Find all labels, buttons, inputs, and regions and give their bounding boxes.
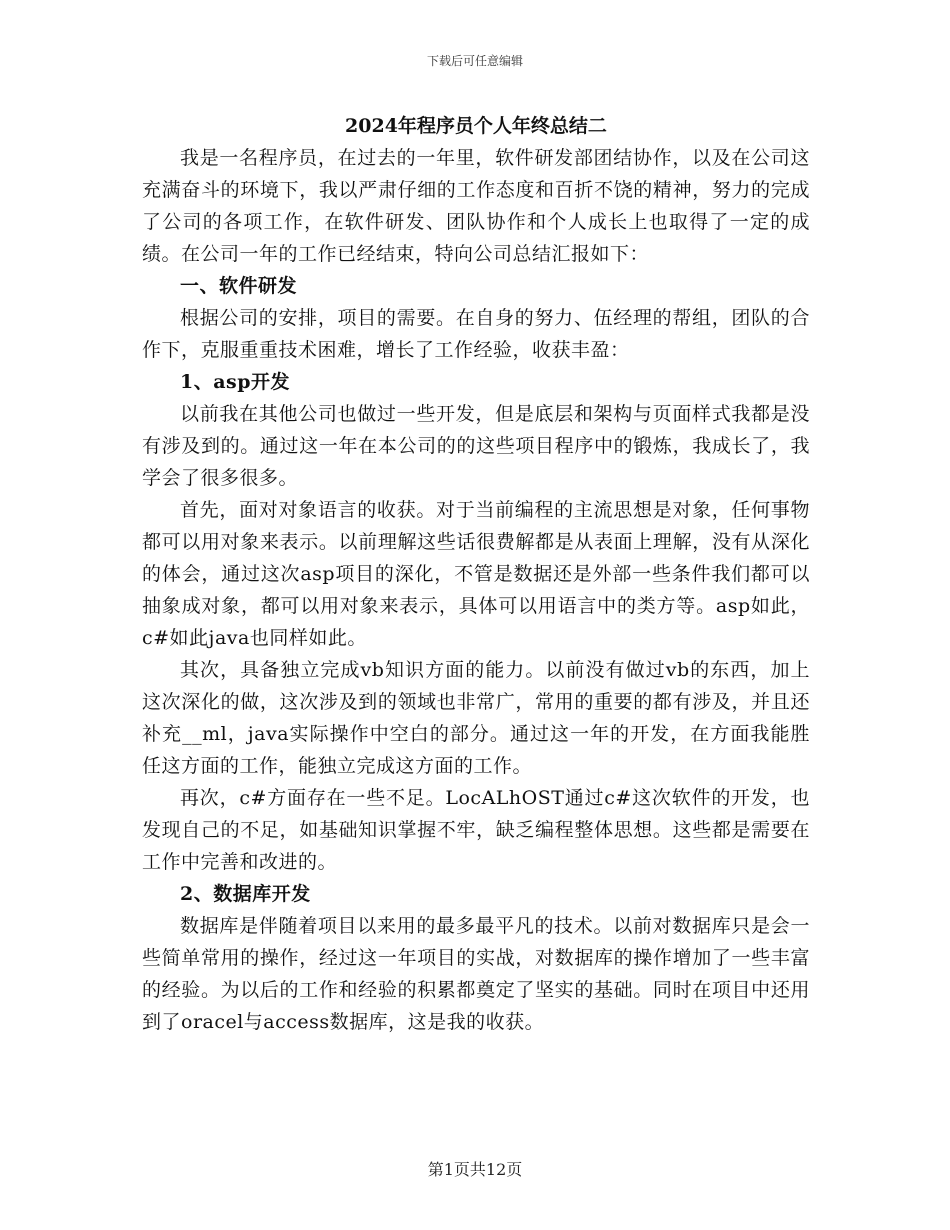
paragraph-second: 其次，具备独立完成vb知识方面的能力。以前没有做过vb的东西，加上这次深化的做，这次涉及到的领域也非常广，常用的重要的都有涉及，并且还补充__ml，java实际操作中空白的部分。通过这一年的开发，在方面我能胜任这方面的工作，能独立完成这方面的工作。 xyxy=(142,659,810,777)
paragraph-first: 首先，面对对象语言的收获。对于当前编程的主流思想是对象，任何事物都可以用对象来表示。以前理解这些话很费解都是从表面上理解，没有从深化的体会，通过这次asp项目的深化，不管是数据还是外部一些条件我们都可以抽象成对象，都可以用对象来表示，具体可以用语言中的类方等。asp如此，c#如此java也同样如此。 xyxy=(142,499,810,649)
paragraph-database: 数据库是伴随着项目以来用的最多最平凡的技术。以前对数据库只是会一些简单常用的操作，经过这一年项目的实战，对数据库的操作增加了一些丰富的经验。为以后的工作和经验的积累都奠定了坚实的基础。同时在项目中还用到了oracel与access数据库，这是我的收获。 xyxy=(142,915,810,1033)
paragraph-asp: 以前我在其他公司也做过一些开发，但是底层和架构与页面样式我都是没有涉及到的。通过这一年在本公司的的这些项目程序中的锻炼，我成长了，我学会了很多很多。 xyxy=(142,403,810,489)
document-body xyxy=(142,110,810,1038)
paragraph-software: 根据公司的安排，项目的需要。在自身的努力、伍经理的帮组，团队的合作下，克服重重技术困难，增长了工作经验，收获丰盈： xyxy=(142,307,810,361)
paragraph-intro: 我是一名程序员，在过去的一年里，软件研发部团结协作，以及在公司这充满奋斗的环境下，我以严肃仔细的工作态度和百折不饶的精神，努力的完成了公司的各项工作，在软件研发、团队协作和个人成长上也取得了一定的成绩。在公司一年的工作已经结束，特向公司总结汇报如下： xyxy=(142,147,810,265)
header-note: 下载后可任意编辑 xyxy=(426,54,523,68)
subheading-asp: 1、asp开发 xyxy=(180,371,291,393)
paragraph-third: 再次，c#方面存在一些不足。LocALhOST通过c#这次软件的开发，也发现自己的不足，如基础知识掌握不牢，缺乏编程整体思想。这些都是需要在工作中完善和改进的。 xyxy=(142,787,810,873)
subheading-database: 2、数据库开发 xyxy=(180,883,311,905)
document-title: 2024年程序员个人年终总结二 xyxy=(345,115,607,137)
page-number: 第1页共12页 xyxy=(427,1160,523,1179)
section-heading-software: 一、软件研发 xyxy=(180,275,298,297)
